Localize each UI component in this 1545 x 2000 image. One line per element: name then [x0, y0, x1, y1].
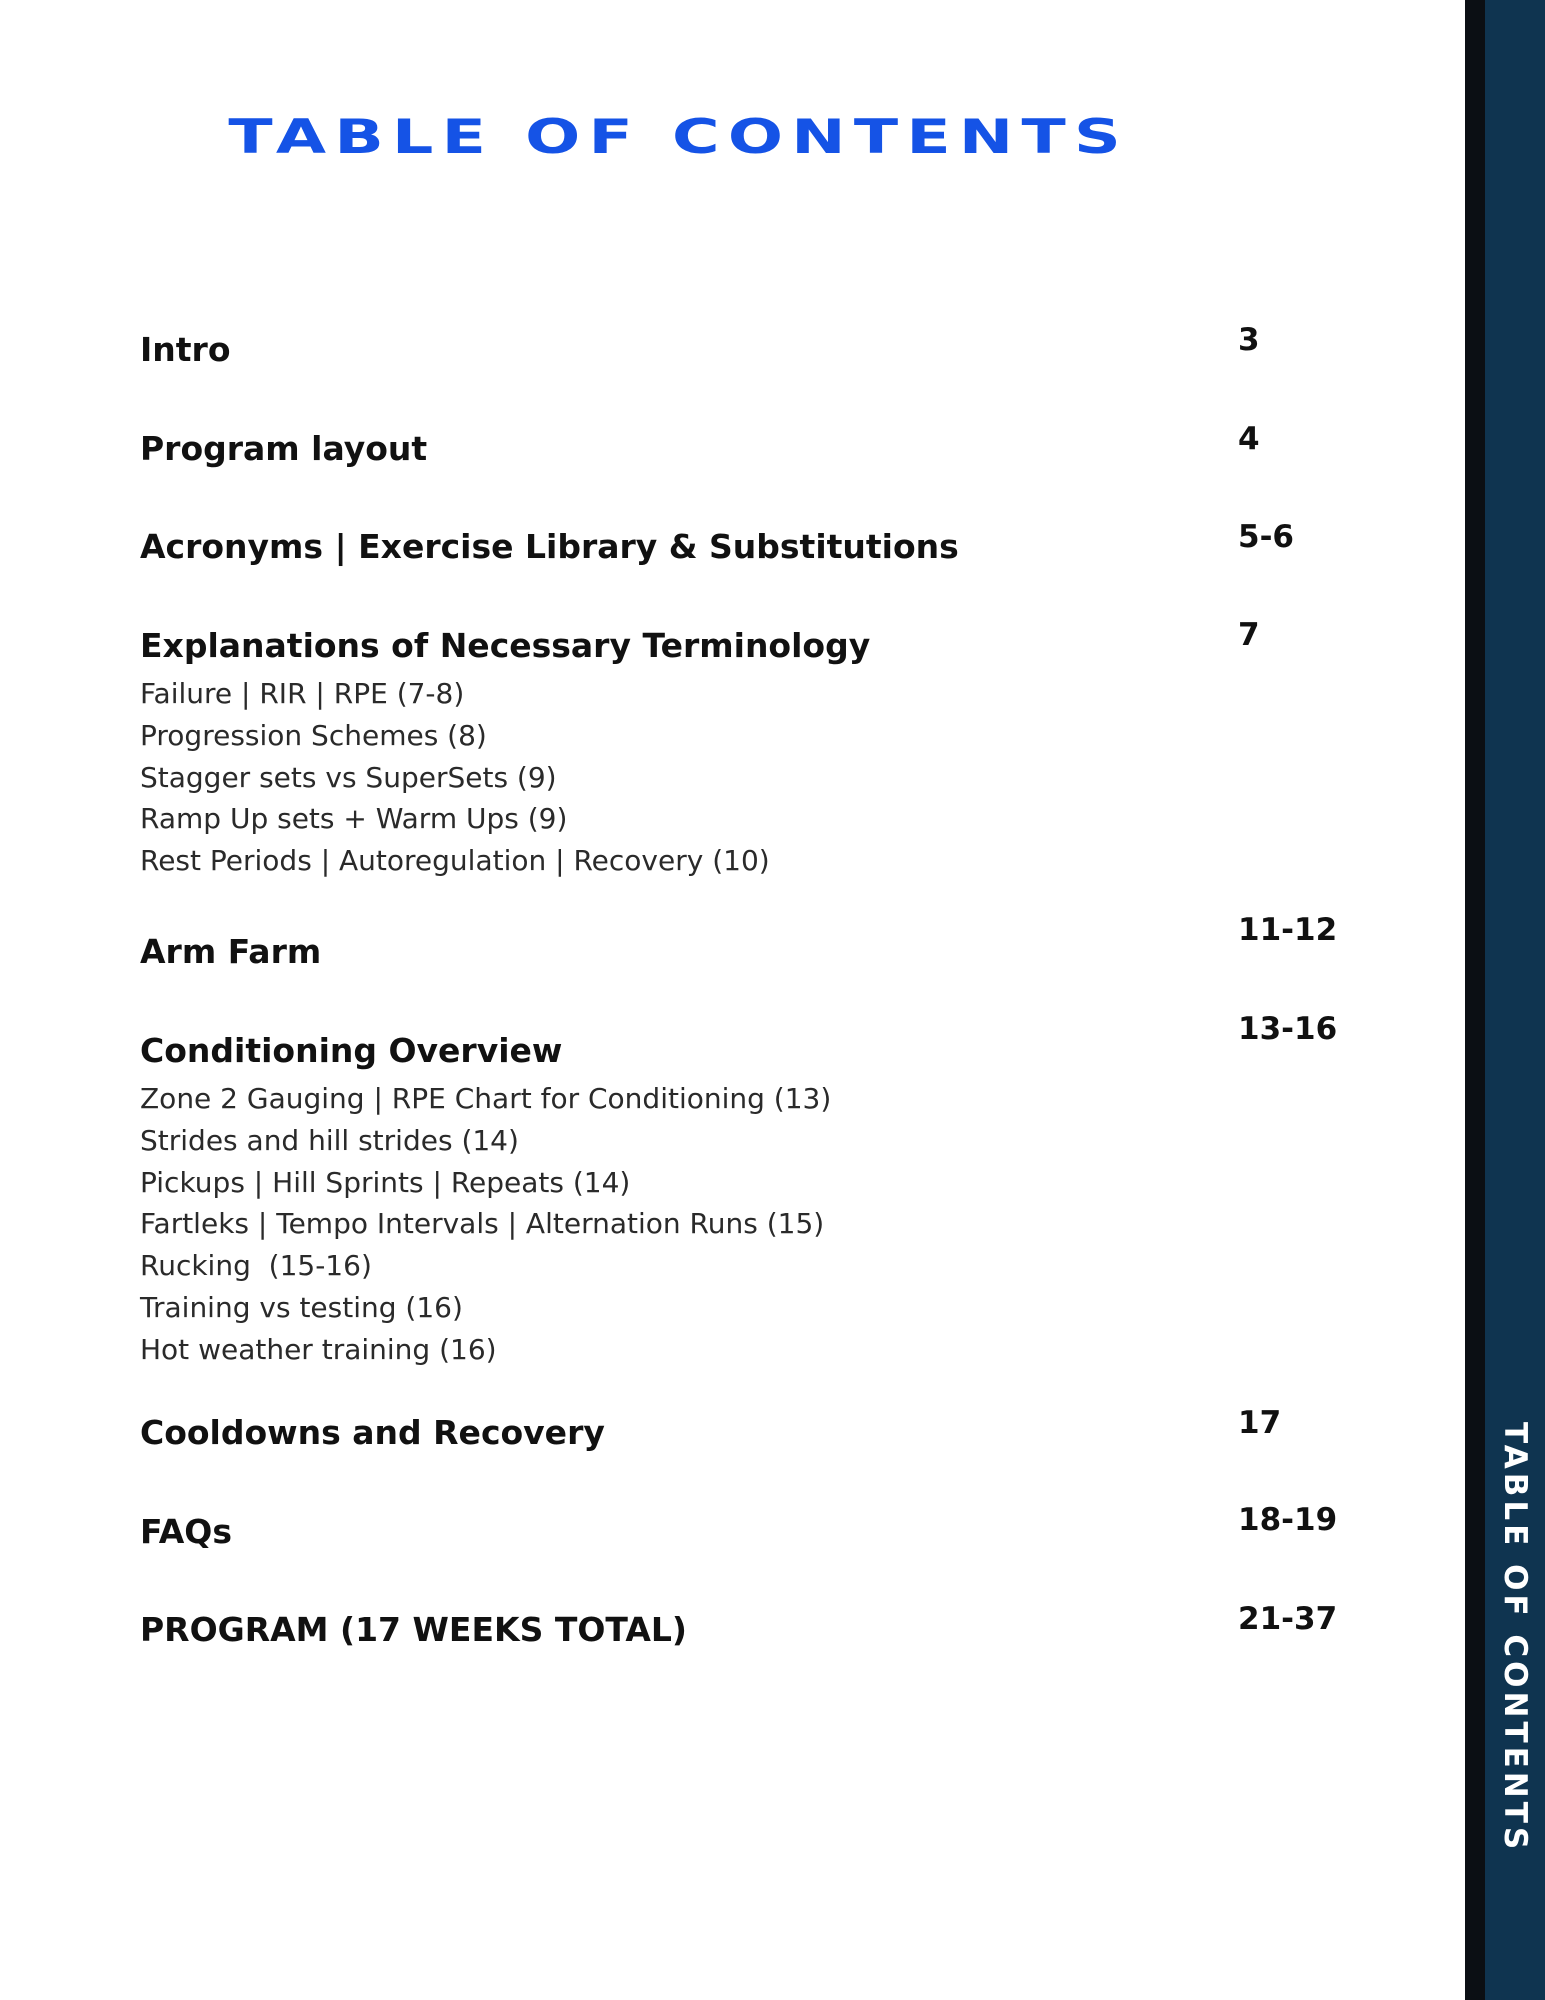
toc-entry-terminology[interactable]	[140, 626, 1545, 882]
toc-heading: Arm Farm	[140, 932, 322, 971]
toc-page-number: 18-19	[1238, 1502, 1338, 1538]
toc-heading: PROGRAM (17 WEEKS TOTAL)	[140, 1610, 687, 1649]
toc-heading: Intro	[140, 330, 231, 369]
toc-entry-acronyms[interactable]	[140, 527, 1545, 566]
toc-page-number: 7	[1238, 617, 1260, 653]
toc-subitem[interactable]: Progression Schemes (8)	[140, 718, 487, 752]
toc-subitem[interactable]: Failure | RIR | RPE (7-8)	[140, 677, 465, 710]
toc-entry-program-layout[interactable]	[140, 429, 1545, 468]
toc-page-number: 5-6	[1238, 519, 1295, 555]
toc-subitem[interactable]: Hot weather training (16)	[140, 1332, 497, 1366]
sidebar-edge	[1465, 0, 1485, 2000]
toc-subitem[interactable]: Strides and hill strides (14)	[140, 1123, 519, 1157]
toc-subitems	[140, 1078, 1545, 1371]
toc-page-number: 4	[1238, 421, 1260, 457]
toc-page-number: 21-37	[1238, 1601, 1338, 1637]
toc-page-number: 17	[1238, 1405, 1282, 1441]
page-title: TABLE OF CONTENTS	[228, 110, 1130, 165]
sidebar-label: TABLE OF CONTENTS	[1497, 1422, 1533, 1854]
toc-page-number: 3	[1238, 322, 1260, 358]
toc-subitem[interactable]: Training vs testing (16)	[140, 1290, 463, 1324]
toc-subitem[interactable]: Pickups | Hill Sprints | Repeats (14)	[140, 1165, 631, 1199]
toc-page-number: 11-12	[1238, 912, 1338, 948]
toc-subitems	[140, 673, 1545, 882]
toc-subitem[interactable]: Ramp Up sets + Warm Ups (9)	[140, 802, 568, 836]
toc-entry-cooldowns[interactable]	[140, 1413, 1545, 1452]
toc-heading: Program layout	[140, 429, 428, 468]
toc-subitem[interactable]: Stagger sets vs SuperSets (9)	[140, 760, 557, 794]
toc-entry-intro[interactable]	[140, 330, 1545, 369]
toc-page-number: 13-16	[1238, 1011, 1338, 1047]
toc-heading: Explanations of Necessary Terminology	[140, 626, 871, 665]
toc-subitem[interactable]: Zone 2 Gauging | RPE Chart for Conditioning (13)	[140, 1082, 832, 1115]
toc-heading: Cooldowns and Recovery	[140, 1413, 605, 1452]
toc-subitem[interactable]: Rucking (15-16)	[140, 1249, 372, 1283]
toc-heading: FAQs	[140, 1512, 232, 1551]
toc-subitem[interactable]: Fartleks | Tempo Intervals | Alternation Runs (15)	[140, 1207, 825, 1241]
toc-subitem[interactable]: Rest Periods | Autoregulation | Recovery (10)	[140, 844, 770, 878]
toc-heading: Acronyms | Exercise Library & Substitutions	[140, 527, 959, 566]
toc-entry-conditioning[interactable]	[140, 1031, 1545, 1371]
toc-heading: Conditioning Overview	[140, 1031, 563, 1070]
